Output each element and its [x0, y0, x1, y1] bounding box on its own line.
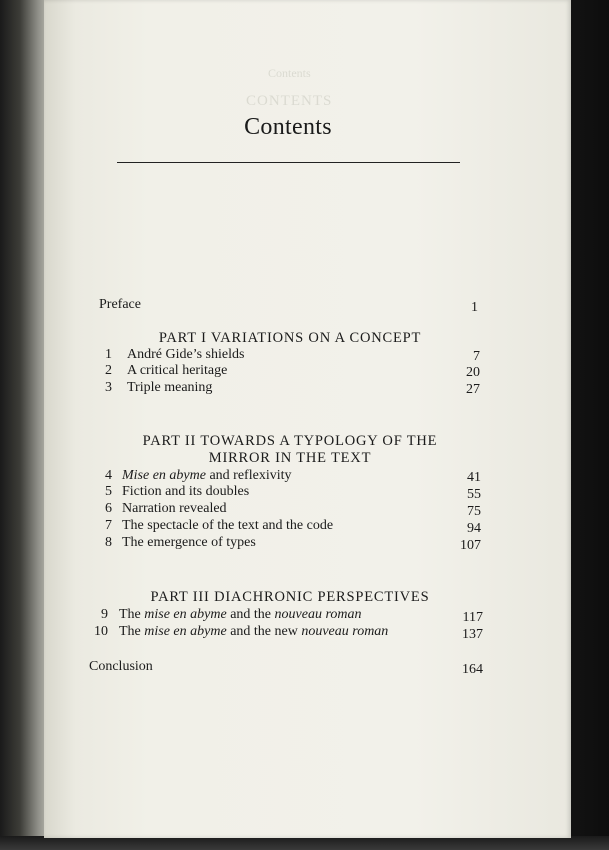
chapter-4-number: 4	[105, 468, 112, 483]
chapter-2-number: 2	[105, 363, 112, 378]
chapter-4-title-rest: and reflexivity	[205, 468, 292, 483]
chapter-9-number: 9	[101, 607, 108, 622]
chapter-1-number: 1	[105, 347, 112, 362]
preface-label: Preface	[99, 297, 141, 312]
part-1-heading: PART I VARIATIONS ON A CONCEPT	[158, 330, 422, 346]
chapter-2-title: A critical heritage	[127, 363, 228, 378]
chapter-3-page: 27	[466, 382, 480, 397]
chapter-9-title	[119, 606, 361, 623]
page-title: Contents	[244, 114, 332, 140]
chapter-9-title-i2: nouveau roman	[274, 607, 362, 622]
chapter-3-number: 3	[105, 380, 112, 395]
title-rule	[117, 162, 460, 163]
bleed-through-running-head: Contents	[268, 66, 311, 80]
conclusion-label: Conclusion	[89, 659, 153, 674]
book-cover-bottom	[0, 836, 609, 850]
chapter-9-title-i1: mise en abyme	[144, 607, 227, 622]
chapter-10-title-i1: mise en abyme	[144, 624, 227, 639]
conclusion-page: 164	[462, 662, 483, 677]
chapter-9-page: 117	[462, 610, 483, 625]
chapter-9-title-t1: The	[119, 607, 145, 622]
chapter-6-number: 6	[105, 501, 112, 516]
chapter-4-page: 41	[467, 470, 481, 485]
chapter-10-title-t1: The	[119, 624, 145, 639]
chapter-6-page: 75	[467, 504, 481, 519]
chapter-10-page: 137	[462, 627, 483, 642]
chapter-6-title: Narration revealed	[122, 501, 227, 516]
chapter-7-title: The spectacle of the text and the code	[122, 518, 334, 533]
chapter-10-title	[119, 623, 388, 640]
chapter-5-title: Fiction and its doubles	[122, 484, 250, 499]
chapter-4-title-italic: Mise en abyme	[122, 468, 206, 483]
chapter-1-page: 7	[473, 349, 480, 364]
chapter-8-title: The emergence of types	[122, 535, 256, 550]
chapter-3-title: Triple meaning	[127, 380, 213, 395]
chapter-2-page: 20	[466, 365, 480, 380]
chapter-8-page: 107	[460, 538, 481, 553]
bleed-through-heading: CONTENTS	[246, 93, 333, 109]
chapter-10-number: 10	[94, 624, 108, 639]
chapter-5-number: 5	[105, 484, 112, 499]
chapter-7-page: 94	[467, 521, 481, 536]
chapter-10-title-i2: nouveau roman	[301, 624, 389, 639]
chapter-8-number: 8	[105, 535, 112, 550]
chapter-4-title	[122, 467, 292, 484]
chapter-5-page: 55	[467, 487, 481, 502]
chapter-1-title: André Gide’s shields	[127, 347, 245, 362]
preface-page: 1	[471, 300, 478, 315]
part-2-heading-line-1: PART II TOWARDS A TYPOLOGY OF THE	[142, 433, 438, 449]
part-3-heading: PART III DIACHRONIC PERSPECTIVES	[150, 589, 430, 605]
chapter-9-title-t2: and the	[226, 607, 275, 622]
chapter-7-number: 7	[105, 518, 112, 533]
chapter-10-title-t2: and the new	[226, 624, 302, 639]
part-2-heading-line-2: MIRROR IN THE TEXT	[208, 450, 372, 466]
